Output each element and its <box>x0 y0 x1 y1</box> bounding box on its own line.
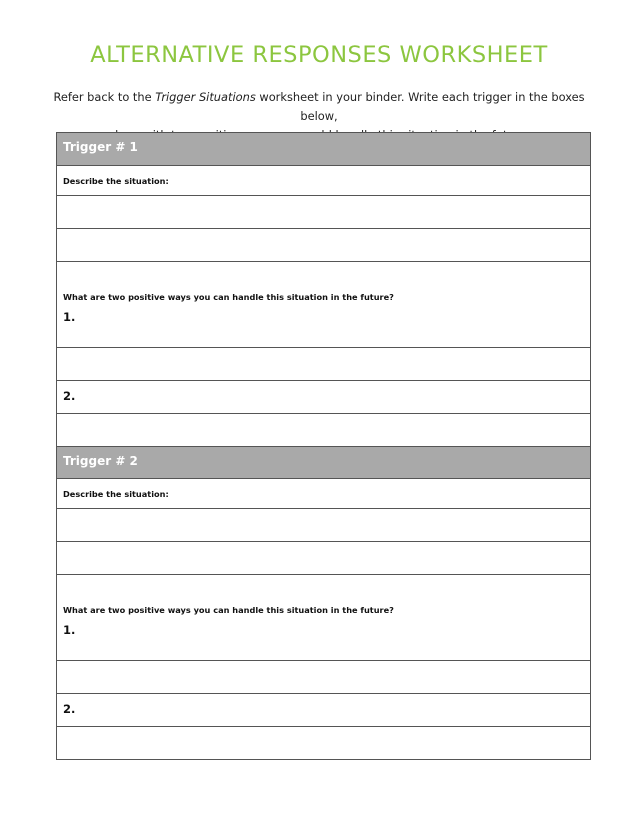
answer-1-label: 1. <box>63 623 76 637</box>
trigger-2-answer-1-row[interactable] <box>57 623 590 660</box>
trigger-1-write-line-2[interactable] <box>57 228 590 261</box>
trigger-1-answer-2-line[interactable] <box>57 413 590 446</box>
trigger-2-write-line-2[interactable] <box>57 541 590 574</box>
question-label: What are two positive ways you can handle this situation in the future? <box>63 292 394 302</box>
trigger-1-question-row <box>57 261 590 314</box>
trigger-1-header <box>57 133 590 165</box>
answer-2-label: 2. <box>63 389 76 403</box>
intro-text-part: worksheet in your binder. Write each trigger in the boxes below, <box>255 90 585 123</box>
trigger-2-header <box>57 446 590 478</box>
trigger-1-answer-2-row[interactable] <box>57 380 590 413</box>
trigger-2-answer-1-line[interactable] <box>57 660 590 693</box>
worksheet-table <box>56 132 591 760</box>
trigger-1-answer-1-line[interactable] <box>57 347 590 380</box>
trigger-2-describe-row[interactable] <box>57 478 590 508</box>
intro-emphasis: Trigger Situations <box>155 90 256 104</box>
describe-label: Describe the situation: <box>63 489 169 499</box>
trigger-2-title: Trigger # 2 <box>63 454 138 468</box>
trigger-2-answer-2-line[interactable] <box>57 726 590 759</box>
trigger-2-answer-2-row[interactable] <box>57 693 590 726</box>
trigger-1-describe-row[interactable] <box>57 165 590 195</box>
answer-2-label: 2. <box>63 702 76 716</box>
page-title: ALTERNATIVE RESPONSES WORKSHEET <box>90 42 548 68</box>
trigger-1-title: Trigger # 1 <box>63 140 138 154</box>
intro-text-part: Refer back to the <box>53 90 156 104</box>
trigger-2-question-row <box>57 574 590 627</box>
trigger-1-write-line-1[interactable] <box>57 195 590 228</box>
trigger-1-answer-1-row[interactable] <box>57 310 590 347</box>
intro-line-1 <box>50 88 588 126</box>
trigger-2-write-line-1[interactable] <box>57 508 590 541</box>
question-label: What are two positive ways you can handle this situation in the future? <box>63 605 394 615</box>
answer-1-label: 1. <box>63 310 76 324</box>
describe-label: Describe the situation: <box>63 176 169 186</box>
